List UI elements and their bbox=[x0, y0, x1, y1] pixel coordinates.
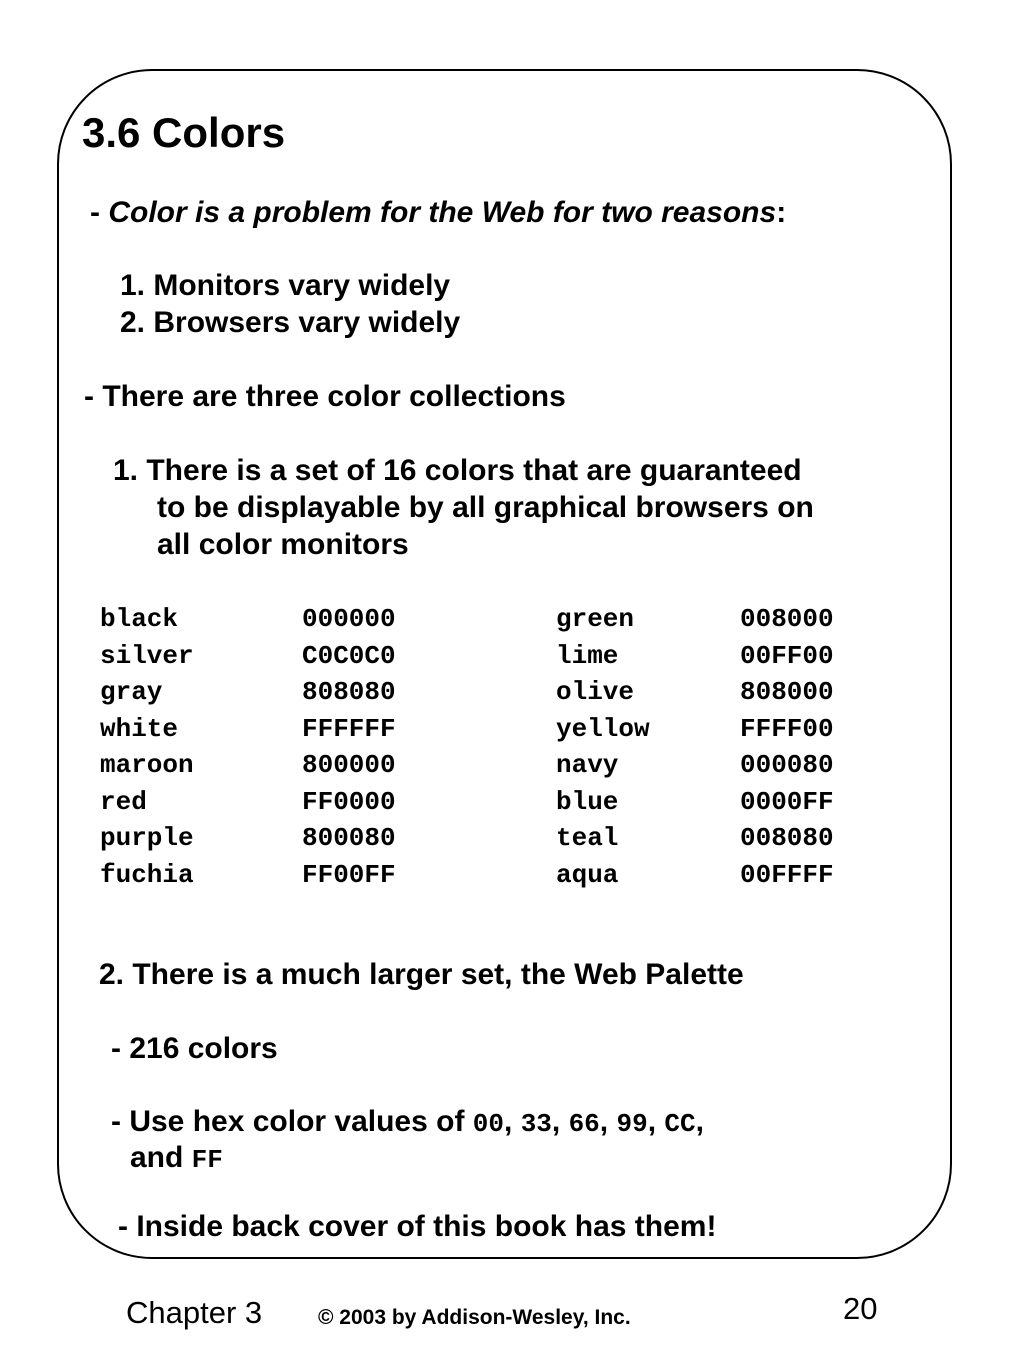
color-name: white bbox=[100, 713, 179, 744]
color-name: maroon bbox=[100, 750, 194, 780]
color-hex: 00FF00 bbox=[740, 640, 834, 671]
collection1-line3: all color monitors bbox=[157, 528, 409, 561]
palette-count: - 216 colors bbox=[111, 1032, 278, 1065]
color-name: navy bbox=[556, 750, 619, 780]
collections-heading: - There are three color collections bbox=[84, 380, 566, 413]
color-name: aqua bbox=[556, 859, 619, 890]
hex-value: CC bbox=[664, 1109, 696, 1139]
intro-italic: Color is a problem for the Web for two reasons bbox=[108, 196, 777, 229]
color-name: gray bbox=[100, 677, 163, 707]
hex-and-line bbox=[130, 1143, 223, 1173]
color-hex: 800080 bbox=[302, 823, 396, 853]
intro-dash: - bbox=[90, 196, 109, 229]
color-name: green bbox=[556, 604, 635, 634]
hex-and: and bbox=[130, 1141, 192, 1174]
color-name: lime bbox=[556, 640, 619, 671]
hex-value: 33 bbox=[520, 1109, 552, 1139]
color-name: black bbox=[100, 604, 179, 634]
color-hex: 008000 bbox=[740, 604, 834, 634]
color-hex: FFFF00 bbox=[740, 713, 834, 744]
color-hex: FFFFFF bbox=[302, 713, 396, 744]
hex-value: 00 bbox=[472, 1109, 505, 1139]
color-name: red bbox=[100, 786, 147, 817]
reason-1: 1. Monitors vary widely bbox=[120, 269, 451, 302]
color-hex: 00FFFF bbox=[740, 859, 834, 890]
color-hex: 808080 bbox=[302, 677, 396, 707]
color-name: teal bbox=[556, 823, 619, 853]
slide-title: 3.6 Colors bbox=[82, 109, 286, 156]
color-name: blue bbox=[556, 786, 619, 817]
reason-2: 2. Browsers vary widely bbox=[120, 306, 461, 339]
collection1-line1: 1. There is a set of 16 colors that are guaranteed bbox=[113, 454, 802, 487]
color-name: olive bbox=[556, 677, 635, 707]
color-hex: 800000 bbox=[302, 750, 396, 780]
hex-value: 66 bbox=[568, 1109, 600, 1139]
color-hex: 808000 bbox=[740, 677, 834, 707]
hex-values-prefix: - Use hex color values of bbox=[111, 1105, 473, 1138]
footer-chapter: Chapter 3 bbox=[126, 1295, 263, 1330]
collection1-line2: to be displayable by all graphical browsers on bbox=[157, 491, 814, 524]
footer-copyright: © 2003 by Addison-Wesley, Inc. bbox=[318, 1306, 631, 1329]
color-hex: C0C0C0 bbox=[302, 640, 396, 671]
hex-value-last: FF bbox=[191, 1145, 223, 1175]
inside-cover-note: - Inside back cover of this book has them! bbox=[118, 1210, 717, 1243]
color-name: purple bbox=[100, 823, 194, 853]
collection2: 2. There is a much larger set, the Web Palette bbox=[99, 958, 744, 991]
hex-values-line: - Use hex color values of 00, 33, 66, 99, CC, bbox=[111, 1105, 704, 1139]
color-name: yellow bbox=[556, 713, 650, 744]
intro-colon: : bbox=[776, 196, 787, 229]
color-hex: 008080 bbox=[740, 823, 834, 853]
color-hex: 0000FF bbox=[740, 786, 834, 817]
color-name: silver bbox=[100, 640, 194, 671]
color-hex: 000080 bbox=[740, 750, 834, 780]
color-hex: FF00FF bbox=[302, 859, 396, 890]
color-hex: 000000 bbox=[302, 604, 396, 634]
page-number: 20 bbox=[843, 1291, 878, 1326]
color-name: fuchia bbox=[100, 859, 194, 890]
intro-line bbox=[90, 198, 786, 228]
hex-value: 99 bbox=[616, 1109, 648, 1139]
color-hex: FF0000 bbox=[302, 786, 396, 817]
